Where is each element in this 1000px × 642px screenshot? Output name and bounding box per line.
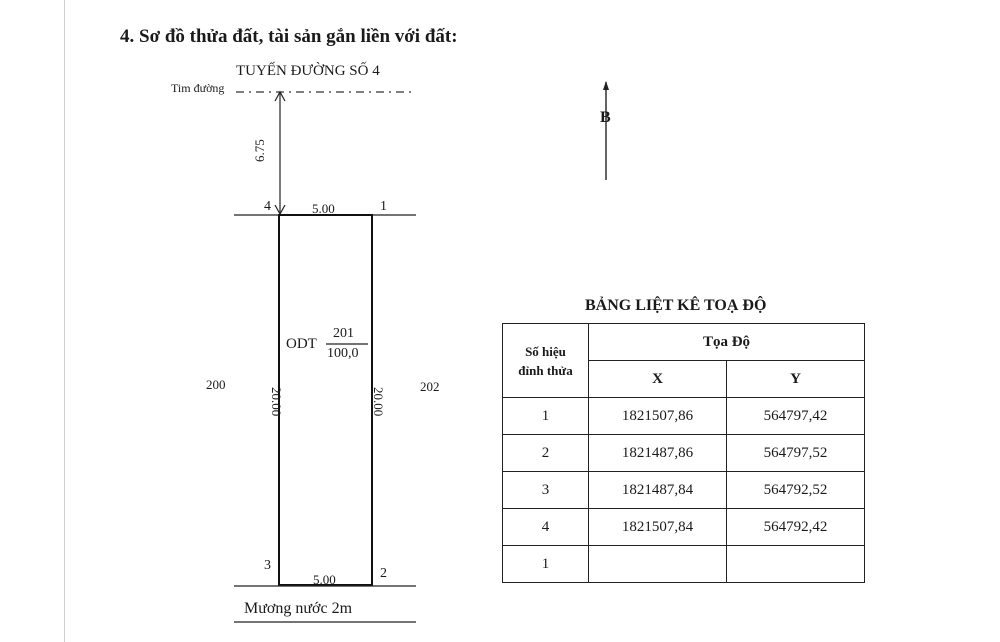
setback-label: 6.75 [252,139,267,162]
table-row [503,509,865,546]
north-arrow-head [603,81,609,90]
vertex-id-cell: 4 [503,509,589,546]
section-heading: 4. Sơ đồ thửa đất, tài sản gắn liền với đất: [120,26,458,47]
table-row [503,398,865,435]
centerline-label: Tim đường [171,81,225,95]
right-neighbor-number: 202 [420,379,440,394]
x-cell: 1821487,84 [589,472,727,509]
vertex-4-label: 4 [264,199,271,214]
right-length-label: 20.00 [371,387,386,417]
y-header: Y [727,361,865,398]
road-name: TUYẾN ĐƯỜNG SỐ 4 [236,63,380,79]
y-cell: 564792,42 [727,509,865,546]
x-cell: 1821507,84 [589,509,727,546]
vertex-3-label: 3 [264,558,271,573]
vertex-1-label: 1 [380,199,387,214]
x-cell: 1821487,86 [589,435,727,472]
coordinate-header: Tọa Độ [589,324,865,361]
table-row [503,546,865,583]
parcel-number: 201 [333,326,354,341]
north-label: B [600,109,611,126]
vertex-id-cell: 3 [503,472,589,509]
vertex-id-cell: 2 [503,435,589,472]
land-type-label: ODT [286,336,317,352]
parcel-area: 100,0 [327,346,359,361]
vertex-id-cell: 1 [503,398,589,435]
x-header: X [589,361,727,398]
left-length-label: 20.00 [269,387,284,417]
table-row [503,472,865,509]
y-cell [727,546,865,583]
x-cell: 1821507,86 [589,398,727,435]
top-width-label: 5.00 [312,201,335,216]
coordinate-table [502,323,865,583]
coordinate-table-title: BẢNG LIỆT KÊ TOẠ ĐỘ [585,297,767,314]
y-cell: 564792,52 [727,472,865,509]
table-row [503,435,865,472]
vertex-id-cell: 1 [503,546,589,583]
vertex-id-header: Số hiệu đỉnh thửa [503,324,589,398]
bottom-width-label: 5.00 [313,572,336,587]
x-cell [589,546,727,583]
y-cell: 564797,52 [727,435,865,472]
parcel-outline [279,215,372,585]
left-neighbor-number: 200 [206,377,226,392]
bottom-ditch-label: Mương nước 2m [244,600,353,617]
y-cell: 564797,42 [727,398,865,435]
vertex-2-label: 2 [380,566,387,581]
